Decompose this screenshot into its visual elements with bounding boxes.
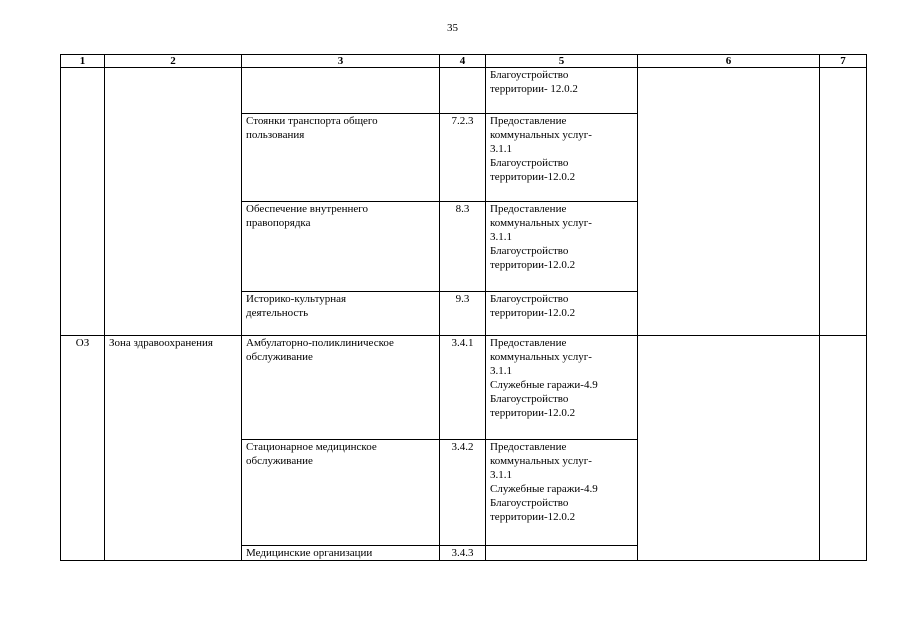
auxiliary-use-cell: Благоустройство территории- 12.0.2 bbox=[486, 68, 638, 114]
regulations-table bbox=[60, 54, 867, 561]
header-col-6: 6 bbox=[638, 55, 820, 68]
use-type-cell: Обеспечение внутреннего правопорядка bbox=[242, 202, 440, 292]
use-code-cell: 3.4.1 bbox=[440, 336, 486, 440]
header-col-2: 2 bbox=[105, 55, 242, 68]
use-code-cell: 3.4.2 bbox=[440, 440, 486, 546]
col7-cell bbox=[820, 336, 867, 561]
header-col-3: 3 bbox=[242, 55, 440, 68]
header-col-7: 7 bbox=[820, 55, 867, 68]
col7-cell bbox=[820, 68, 867, 336]
table-row bbox=[61, 68, 867, 114]
auxiliary-use-cell: Предоставление коммунальных услуг- 3.1.1 Благоустройство территории-12.0.2 bbox=[486, 202, 638, 292]
use-code-cell: 9.3 bbox=[440, 292, 486, 336]
auxiliary-use-cell bbox=[486, 546, 638, 561]
use-type-cell: Медицинские организации bbox=[242, 546, 440, 561]
use-type-cell: Стационарное медицинское обслуживание bbox=[242, 440, 440, 546]
header-col-5: 5 bbox=[486, 55, 638, 68]
use-code-cell: 8.3 bbox=[440, 202, 486, 292]
zone-name-cell: Зона здравоохранения bbox=[105, 336, 242, 561]
col6-cell bbox=[638, 336, 820, 561]
use-type-cell: Историко-культурная деятельность bbox=[242, 292, 440, 336]
col6-cell bbox=[638, 68, 820, 336]
use-code-cell: 7.2.3 bbox=[440, 114, 486, 202]
use-code-cell bbox=[440, 68, 486, 114]
table-row bbox=[61, 336, 867, 440]
zone-code-cell bbox=[61, 68, 105, 336]
use-type-cell: Амбулаторно-поликлиническое обслуживание bbox=[242, 336, 440, 440]
header-col-4: 4 bbox=[440, 55, 486, 68]
auxiliary-use-cell: Предоставление коммунальных услуг- 3.1.1 Благоустройство территории-12.0.2 bbox=[486, 114, 638, 202]
page-number: 35 bbox=[447, 22, 458, 34]
use-code-cell: 3.4.3 bbox=[440, 546, 486, 561]
auxiliary-use-cell: Предоставление коммунальных услуг- 3.1.1 Служебные гаражи-4.9 Благоустройство территории-12.0.2 bbox=[486, 336, 638, 440]
auxiliary-use-cell: Предоставление коммунальных услуг- 3.1.1 Служебные гаражи-4.9 Благоустройство территории-12.0.2 bbox=[486, 440, 638, 546]
zone-name-cell bbox=[105, 68, 242, 336]
zone-code-cell: ОЗ bbox=[61, 336, 105, 561]
header-row bbox=[61, 55, 867, 68]
auxiliary-use-cell: Благоустройство территории-12.0.2 bbox=[486, 292, 638, 336]
use-type-cell bbox=[242, 68, 440, 114]
header-col-1: 1 bbox=[61, 55, 105, 68]
use-type-cell: Стоянки транспорта общего пользования bbox=[242, 114, 440, 202]
